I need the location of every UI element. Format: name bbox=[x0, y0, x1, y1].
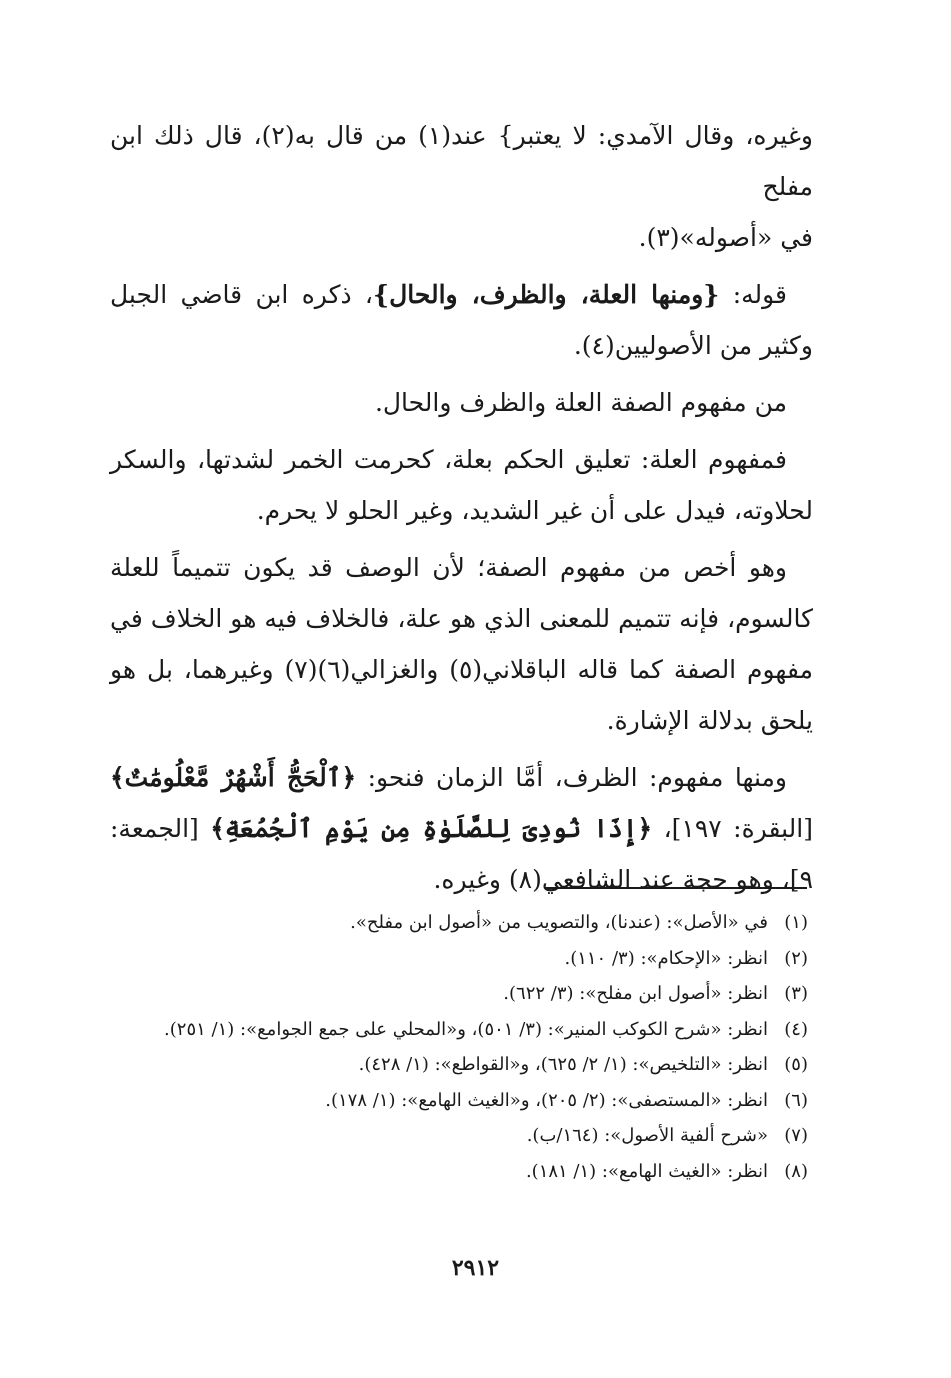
footnote-number: (٦) bbox=[784, 1089, 808, 1111]
main-text bbox=[110, 110, 813, 911]
footnote-number: (٧) bbox=[784, 1125, 808, 1146]
paragraph-6 bbox=[110, 752, 813, 905]
footnote-number: (٣) bbox=[784, 983, 808, 1004]
footnote-number: (٨) bbox=[784, 1160, 808, 1182]
footnote-7 bbox=[110, 1118, 808, 1154]
quran-quote-2: ﴿إِذَا نُودِىَ لِلصَّلَوٰةِ مِن يَوْمِ ٱلْجُمُعَةِ﴾ bbox=[210, 814, 653, 843]
p2-bold: {ومنها العلة، والظرف، والحال} bbox=[373, 280, 720, 309]
paragraph-2 bbox=[110, 269, 813, 371]
footnote-text: انظر: «شرح الكوكب المنير»: (٣/ ٥٠١)، و«المحلي على جمع الجوامع»: (١/ ٢٥١). bbox=[164, 1018, 768, 1040]
quran-quote-1: ﴿ٱلْحَجُّ أَشْهُرٌ مَّعْلُومَٰتٌ﴾ bbox=[110, 763, 357, 792]
footnote-6 bbox=[110, 1083, 808, 1119]
footnote-5 bbox=[110, 1047, 808, 1083]
footnote-text: في «الأصل»: (عندنا)، والتصويب من «أصول ابن مفلح». bbox=[350, 912, 768, 933]
page-number: ٢٩١٢ bbox=[451, 1255, 500, 1281]
p2-prefix: قوله: bbox=[719, 280, 787, 309]
paragraph-5: وهو أخص من مفهوم الصفة؛ لأن الوصف قد يكون تتميماً للعلة كالسوم، فإنه تتميم للمعنى الذي هو علة، فالخلاف فيه هو الخلاف في مفهوم الصفة كما قاله الباقلاني(٥) والغزالي(٦)(٧) وغيرهما، بل هو يلحق بدلالة الإشارة. bbox=[110, 553, 813, 735]
footnote-4 bbox=[110, 1012, 808, 1048]
footnote-number: (٥) bbox=[784, 1054, 808, 1075]
p2-rest: ، ذكره ابن قاضي الجبل وكثير من الأصوليين(٤). bbox=[110, 280, 813, 360]
footnote-number: (٤) bbox=[784, 1018, 808, 1040]
p1-line-2: في «أصوله»(٣). bbox=[638, 223, 813, 252]
p6-part-c: [الجمعة: ٩]، وهو حجة عند الشافعي(٨) وغيره. bbox=[110, 814, 813, 894]
paragraph-4: فمفهوم العلة: تعليق الحكم بعلة، كحرمت الخمر لشدتها، والسكر لحلاوته، فيدل على أن غير الشديد، وغير الحلو لا يحرم. bbox=[110, 445, 813, 525]
footnote-text: انظر: «المستصفى»: (٢/ ٢٠٥)، و«الغيث الهامع»: (١/ ١٧٨). bbox=[325, 1089, 768, 1111]
footnote-1 bbox=[110, 905, 808, 941]
p1-line-1: وغيره، وقال الآمدي: لا يعتبر} عند(١) من قال به(٢)، قال ذلك ابن مفلح bbox=[110, 121, 813, 201]
footnote-text: انظر: «التلخيص»: (١/ ٢/ ٦٢٥)، و«القواطع»: (١/ ٤٢٨). bbox=[358, 1054, 768, 1075]
footnotes bbox=[110, 905, 808, 1189]
footnote-text: انظر: «الغيث الهامع»: (١/ ١٨١). bbox=[525, 1160, 768, 1182]
footnote-text: انظر: «الإحكام»: (٣/ ١١٠). bbox=[564, 947, 768, 969]
footnote-8 bbox=[110, 1154, 808, 1190]
footnote-number: (٢) bbox=[784, 947, 808, 969]
footnote-text: انظر: «أصول ابن مفلح»: (٣/ ٦٢٢). bbox=[503, 983, 768, 1004]
paragraph-1 bbox=[110, 110, 813, 263]
footnote-number: (١) bbox=[784, 912, 808, 933]
footnote-2 bbox=[110, 941, 808, 977]
footnote-3 bbox=[110, 976, 808, 1012]
p6-part-b: [البقرة: ١٩٧]، bbox=[652, 814, 813, 843]
footnote-divider bbox=[545, 887, 807, 889]
footnote-text: «شرح ألفية الأصول»: (١٦٤/ب). bbox=[526, 1125, 768, 1146]
paragraph-3: من مفهوم الصفة العلة والظرف والحال. bbox=[374, 388, 787, 417]
p6-part-a: ومنها مفهوم: الظرف، أمَّا الزمان فنحو: bbox=[356, 763, 787, 792]
